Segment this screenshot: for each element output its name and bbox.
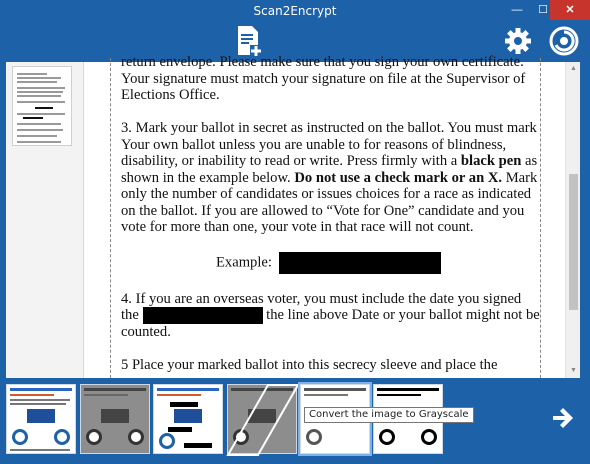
scroll-down-arrow-icon[interactable]: ▼: [570, 367, 577, 374]
filter-thumbnail-redacted[interactable]: [153, 384, 223, 454]
filter-thumbnail-original[interactable]: [6, 384, 76, 454]
filter-thumbnail-skew[interactable]: [227, 384, 297, 454]
page-thumbnail[interactable]: [12, 66, 72, 146]
title-bar: [0, 0, 590, 22]
filter-thumbnail-gray[interactable]: [80, 384, 150, 454]
tooltip: Convert the image to Grayscale: [304, 407, 474, 423]
paragraph-2: return envelope. Please make sure that you sign your own certificate. Your signature must match your signature on file at the Supervisor of Elections Office.: [121, 54, 526, 103]
scroll-up-arrow-icon[interactable]: ▲: [570, 65, 577, 72]
app-logo-icon[interactable]: [549, 26, 579, 56]
redaction-example: [279, 252, 441, 274]
maximize-button[interactable]: ☐: [538, 4, 548, 16]
arrow-right-icon[interactable]: [550, 405, 576, 431]
gear-icon[interactable]: [504, 27, 532, 55]
paragraph-3: 3. Mark your ballot in secret as instructed on the ballot. You must mark Your own ballot unless you are unable to for reasons of blindness, disability, or inability to read or write. Press firmly with a black pen as shown in the example below. Do not use a check mark or an X. Mark only the number of candidates or issues choices for a race as indicated on the ballot. If you are allowed to “Vote for One” candidate and you vote for more than one, your vote in that race will not count.: [121, 120, 538, 235]
new-document-icon[interactable]: [236, 25, 264, 57]
vertical-scrollbar[interactable]: [565, 62, 580, 378]
scroll-thumb[interactable]: [569, 174, 578, 310]
filter-filmstrip: [0, 378, 590, 464]
main-area: [6, 54, 580, 378]
redaction-date: [143, 307, 263, 324]
page-sidebar: [6, 62, 84, 378]
minimize-button[interactable]: —: [511, 4, 523, 16]
paragraph-4: 4. If you are an overseas voter, you must include the date you signed the the line above Date or your ballot might not be counted.: [121, 290, 540, 341]
close-button[interactable]: ✕: [550, 0, 590, 20]
document-viewer[interactable]: [88, 54, 565, 378]
paragraph-5: 5 Place your marked ballot into this secrecy sleeve and place the: [121, 357, 498, 374]
example-line: [121, 252, 541, 274]
example-label: Example:: [216, 254, 272, 271]
document-text: [121, 54, 541, 407]
window-title: Scan2Encrypt: [253, 4, 337, 18]
